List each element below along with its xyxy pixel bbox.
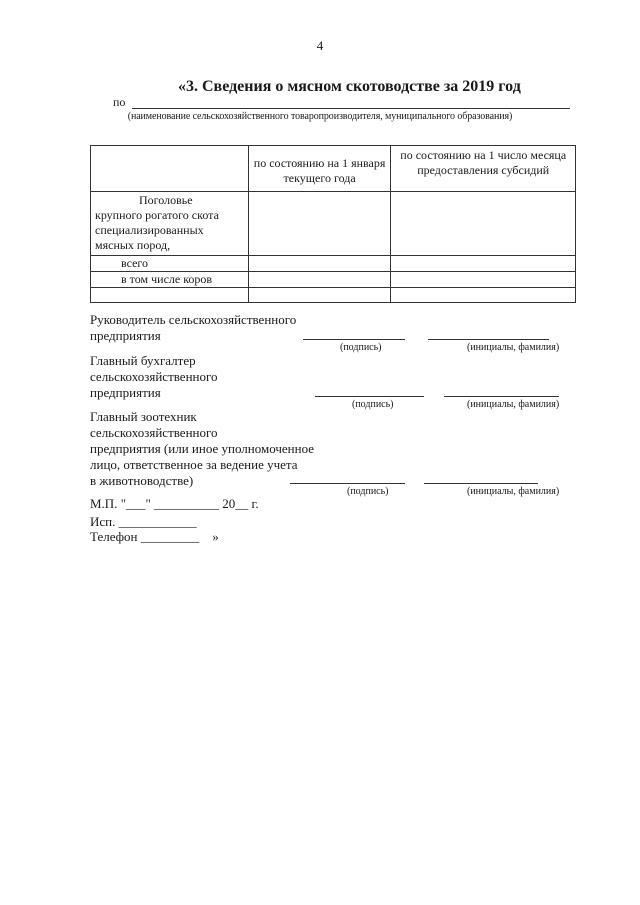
header-jan1: по состоянию на 1 января текущего года xyxy=(248,146,391,192)
signature-block-accountant xyxy=(90,353,218,401)
cell-empty[interactable] xyxy=(91,288,249,303)
signature-caption: (подпись) xyxy=(340,342,382,353)
section-title: «3. Сведения о мясном скотоводстве за 2019 год xyxy=(178,78,521,95)
signature-label-line: Главный зоотехник xyxy=(90,409,197,424)
producer-name-line xyxy=(132,108,570,109)
cell-total-subsidy[interactable] xyxy=(391,256,576,272)
stamp-date-line: М.П. "___" __________ 20__ г. xyxy=(90,496,259,511)
signature-label-line: сельскохозяйственного xyxy=(90,425,218,440)
name-line[interactable] xyxy=(428,339,549,340)
page-number: 4 xyxy=(316,38,324,53)
name-line[interactable] xyxy=(444,396,559,397)
signature-block-zootechnician xyxy=(90,409,314,489)
signature-label-line: сельскохозяйственного xyxy=(90,369,218,384)
signature-line[interactable] xyxy=(303,339,405,340)
row-label-total: всего xyxy=(91,256,249,272)
po-label: по xyxy=(113,95,126,109)
signature-block-director xyxy=(90,312,296,344)
name-caption: (инициалы, фамилия) xyxy=(467,486,560,497)
cell-empty[interactable] xyxy=(248,288,391,303)
cell-cows-jan1[interactable] xyxy=(248,272,391,288)
row-label-line: крупного рогатого скота xyxy=(95,208,219,222)
name-line[interactable] xyxy=(424,483,538,484)
row-label-line: мясных пород, xyxy=(95,238,171,252)
producer-name-hint: (наименование сельскохозяйственного товаропроизводителя, муниципального образования) xyxy=(127,111,513,122)
executor-line: Исп. ____________ xyxy=(90,514,197,529)
cell-total-jan1[interactable] xyxy=(248,256,391,272)
table-header-row xyxy=(91,146,576,192)
table-row xyxy=(91,288,576,303)
row-label-cows: в том числе коров xyxy=(91,272,249,288)
name-caption: (инициалы, фамилия) xyxy=(467,342,560,353)
row-label-cattle xyxy=(91,192,249,256)
signature-label-line: Главный бухгалтер xyxy=(90,353,196,368)
table-row xyxy=(91,272,576,288)
cell-cattle-subsidy[interactable] xyxy=(391,192,576,256)
row-label-line: Поголовье xyxy=(139,193,193,207)
cell-empty[interactable] xyxy=(391,288,576,303)
cell-cattle-jan1[interactable] xyxy=(248,192,391,256)
signature-line[interactable] xyxy=(315,396,424,397)
header-subsidy-month: по состоянию на 1 число месяца предоставления субсидий xyxy=(391,146,576,192)
signature-line[interactable] xyxy=(290,483,405,484)
header-empty-cell xyxy=(91,146,249,192)
name-caption: (инициалы, фамилия) xyxy=(467,399,560,410)
signature-label-line: предприятия xyxy=(90,385,161,400)
signature-caption: (подпись) xyxy=(347,486,389,497)
signature-label-line: в животноводстве) xyxy=(90,473,194,488)
cell-cows-subsidy[interactable] xyxy=(391,272,576,288)
signature-label-line: предприятия (или иное уполномоченное xyxy=(90,441,315,456)
phone-line: Телефон _________ » xyxy=(90,529,219,544)
table-row xyxy=(91,256,576,272)
table-row xyxy=(91,192,576,256)
row-label-line: специализированных xyxy=(95,223,204,237)
livestock-table xyxy=(90,145,576,303)
signature-label-line: лицо, ответственное за ведение учета xyxy=(90,457,298,472)
signature-caption: (подпись) xyxy=(352,399,394,410)
signature-label-line: предприятия xyxy=(90,328,161,343)
signature-label-line: Руководитель сельскохозяйственного xyxy=(90,312,297,327)
